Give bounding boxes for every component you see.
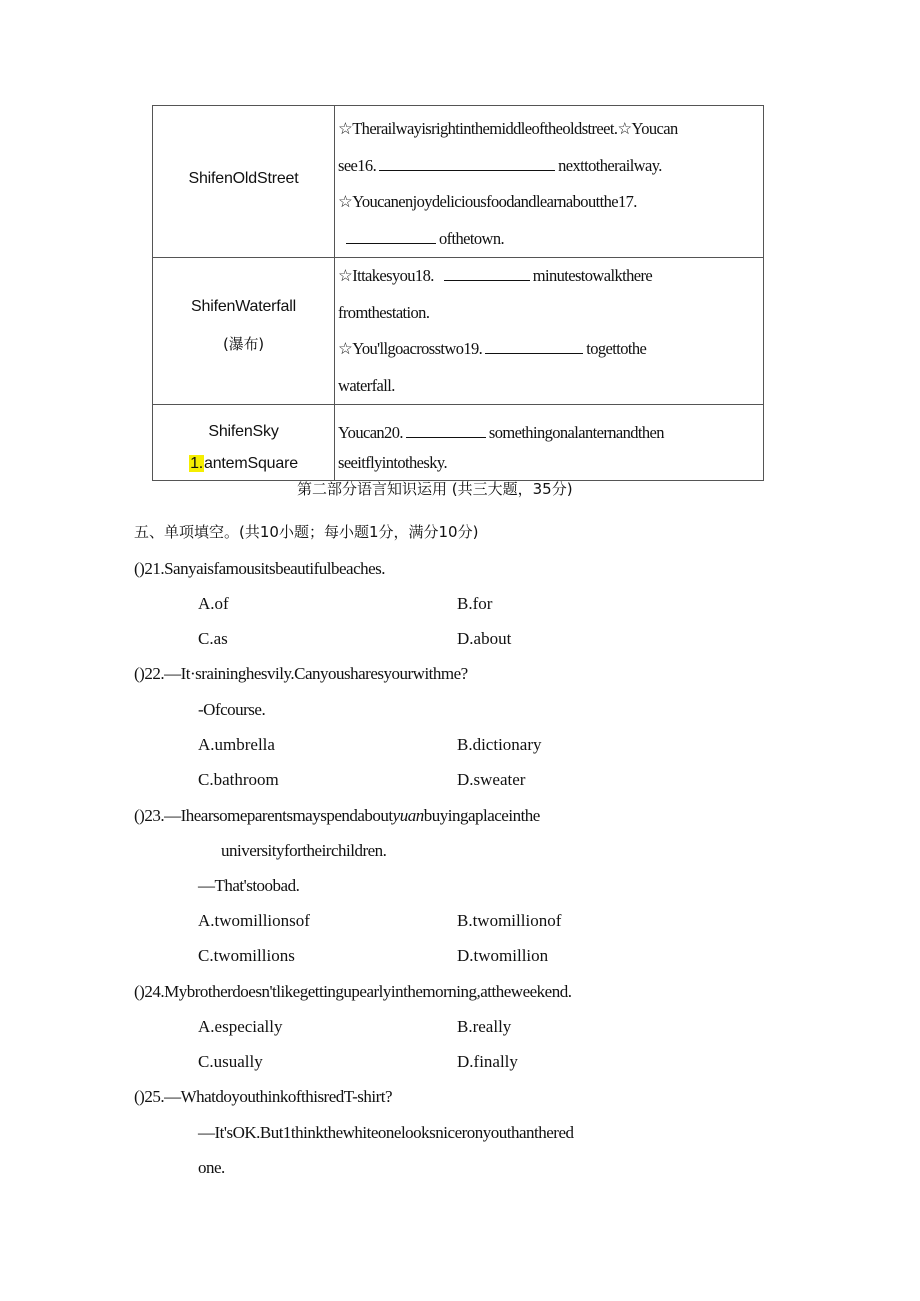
place-name-line2: 1.antemSquare	[190, 455, 298, 472]
desc-line: waterfall.	[338, 375, 395, 395]
desc-line: fromthestation.	[338, 302, 430, 322]
answer-blank-19[interactable]	[485, 339, 583, 354]
option-22-b[interactable]: B.dictionary	[457, 735, 542, 754]
section-title: 五、单项填空。(共10小题；每小题1分，满分10分)	[134, 523, 479, 541]
option-21-a[interactable]: A.of	[198, 594, 229, 613]
part-title: 第二部分语言知识运用 (共三大题，35分)	[297, 480, 573, 498]
desc-line: seeitflyintothesky.	[338, 452, 447, 472]
option-22-d[interactable]: D.sweater	[457, 770, 526, 789]
option-24-c[interactable]: C.usually	[198, 1052, 263, 1071]
option-22-c[interactable]: C.bathroom	[198, 770, 279, 789]
option-24-b[interactable]: B.really	[457, 1017, 512, 1036]
option-21-c[interactable]: C.as	[198, 629, 228, 648]
place-name: ShifenWaterfall	[191, 298, 296, 315]
table-row	[153, 405, 764, 481]
question-25-stem: ()25.—WhatdoyouthinkofthisredT-shirt?	[134, 1087, 393, 1106]
desc-line: ☆You'llgoacrosstwo19. togettothe	[338, 339, 647, 358]
desc-line: Youcan20. somethingonalanternandthen	[338, 423, 664, 442]
option-23-b[interactable]: B.twomillionof	[457, 911, 562, 930]
description-cell	[335, 405, 764, 481]
table-row	[153, 106, 764, 258]
option-23-c[interactable]: C.twomillions	[198, 946, 295, 965]
description-cell	[335, 258, 764, 405]
option-21-b[interactable]: B.for	[457, 594, 493, 613]
yuan-italic: yuan	[392, 806, 424, 825]
question-22-reply: -Ofcourse.	[198, 700, 266, 719]
place-cell	[153, 106, 335, 258]
place-name: ShifenOldStreet	[188, 170, 299, 187]
option-23-d[interactable]: D.twomillion	[457, 946, 549, 965]
answer-blank-16[interactable]	[379, 156, 555, 171]
desc-line: ☆Youcanenjoydeliciousfoodandlearnaboutthe17.	[338, 192, 637, 211]
description-cell	[335, 106, 764, 258]
question-21-stem: ()21.Sanyaisfamousitsbeautifulbeaches.	[134, 559, 386, 578]
question-22-stem: ()22.—It·sraininghesvily.Canyousharesyourwithme?	[134, 664, 468, 683]
option-24-d[interactable]: D.finally	[457, 1052, 518, 1071]
answer-blank-17[interactable]	[346, 229, 436, 244]
option-22-a[interactable]: A.umbrella	[198, 735, 275, 754]
question-24-stem: ()24.Mybrotherdoesn'tlikegettingupearlyinthemorning,attheweekend.	[134, 982, 572, 1001]
option-24-a[interactable]: A.especially	[198, 1017, 283, 1036]
option-23-a[interactable]: A.twomillionsof	[198, 911, 310, 930]
desc-line: ☆Ittakesyou18. minutestowalkthere	[338, 266, 653, 285]
place-note: (瀑布)	[223, 335, 264, 353]
question-25-reply: —It'sOK.But1thinkthewhiteonelooksniceronyouthanthered	[198, 1123, 574, 1142]
attractions-table	[152, 105, 764, 481]
table-row	[153, 258, 764, 405]
place-cell	[153, 405, 335, 481]
desc-line: ofthetown.	[335, 221, 763, 258]
question-25-reply-line2: one.	[198, 1158, 225, 1177]
answer-blank-18[interactable]	[444, 266, 530, 281]
highlight-mark: 1.	[190, 455, 204, 472]
desc-line: see16. nexttotherailway.	[338, 155, 662, 175]
option-21-d[interactable]: D.about	[457, 629, 512, 648]
desc-line: ☆Therailwayisrightinthemiddleoftheoldstreet.☆Youcan	[338, 119, 678, 138]
question-23-stem: ()23.—Ihearsomeparentsmayspendaboutyuanbuyingaplaceinthe	[134, 806, 540, 825]
place-cell	[153, 258, 335, 405]
question-23-stem-line2: universityfortheirchildren.	[221, 841, 387, 860]
place-name: ShifenSky	[208, 423, 279, 440]
answer-blank-20[interactable]	[406, 423, 486, 438]
question-23-reply: —That'stoobad.	[198, 876, 300, 895]
